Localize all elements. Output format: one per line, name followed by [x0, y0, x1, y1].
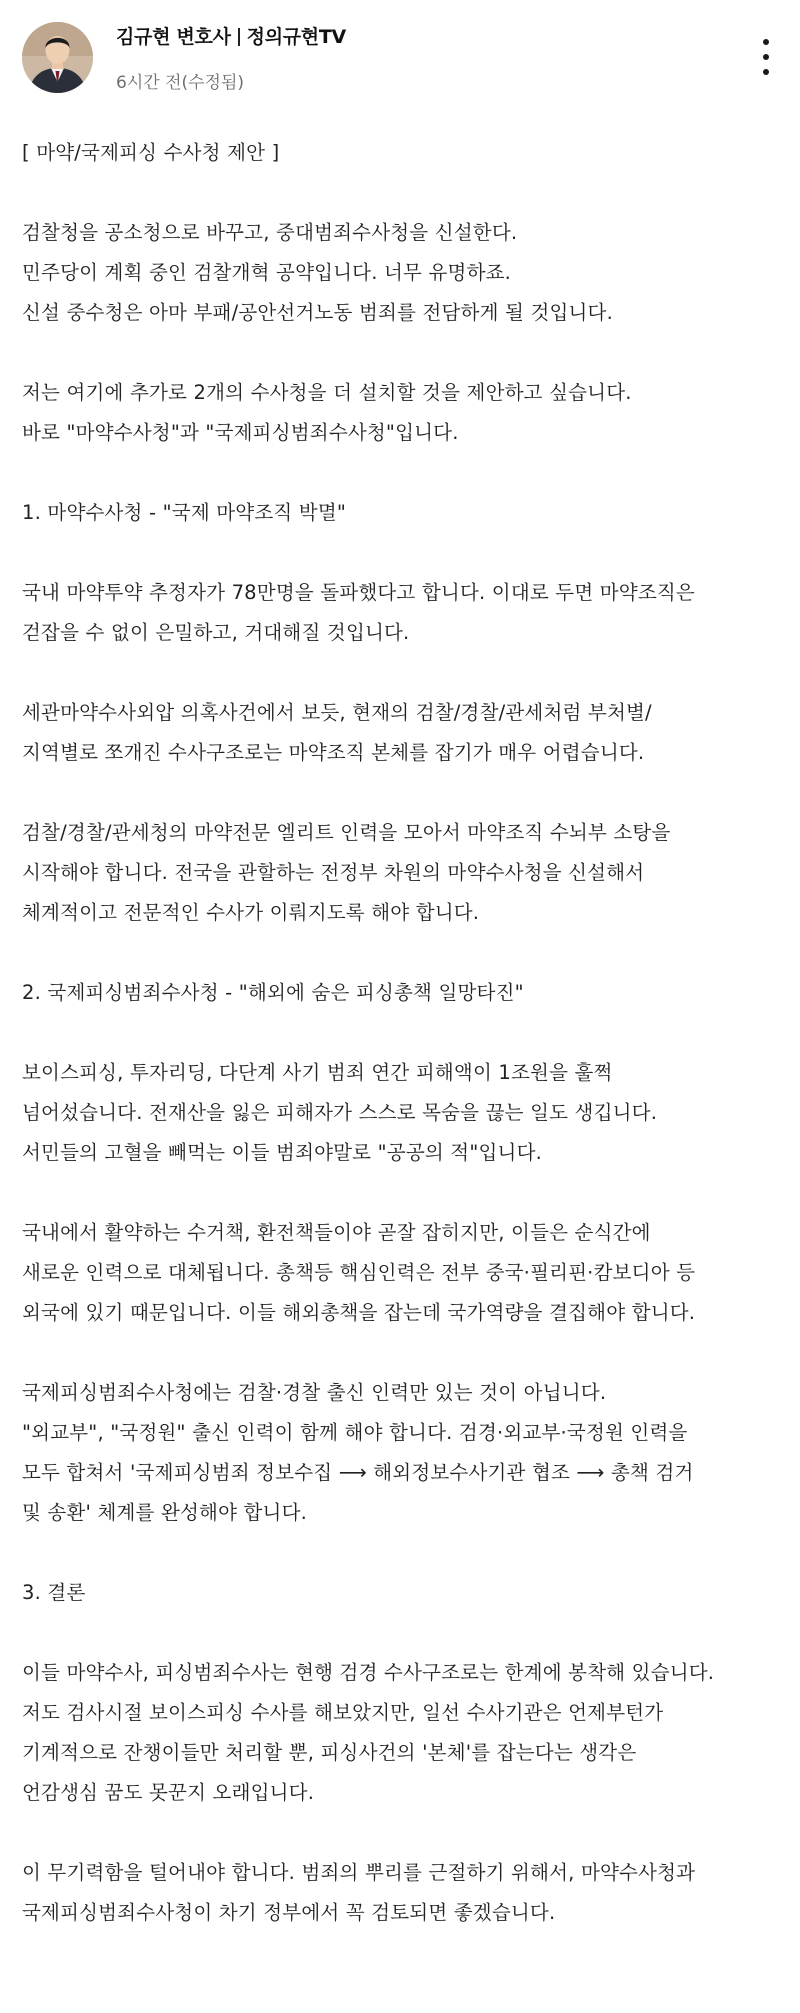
separator	[238, 28, 240, 46]
post-text-line: 세관마약수사외압 의혹사건에서 보듯, 현재의 검찰/경찰/관세처럼 부처별/	[22, 701, 652, 724]
paragraph-gap	[22, 1333, 782, 1373]
paragraph-gap	[22, 653, 782, 693]
paragraph-gap	[22, 173, 782, 213]
post-text-line: 검찰/경찰/관세청의 마약전문 엘리트 인력을 모아서 마약조직 수뇌부 소탕을	[22, 821, 671, 844]
author-name: 김규현 변호사	[116, 26, 231, 48]
post-text-line: 민주당이 계획 중인 검찰개혁 공약입니다. 너무 유명하죠.	[22, 261, 512, 284]
more-options-dot	[763, 54, 769, 60]
post-text-line: 서민들의 고혈을 빼먹는 이들 범죄야말로 "공공의 적"입니다.	[22, 1141, 543, 1164]
paragraph-gap	[22, 1173, 782, 1213]
channel-name: 정의규현TV	[246, 26, 346, 48]
more-options-dot	[763, 39, 769, 45]
post-text-line: 국제피싱범죄수사청이 차기 정부에서 꼭 검토되면 좋겠습니다.	[22, 1901, 556, 1924]
paragraph-gap	[22, 933, 782, 973]
post-text-line: 새로운 인력으로 대체됩니다. 총책등 핵심인력은 전부 중국·필리핀·캄보디아 등	[22, 1261, 696, 1284]
post-text-line: 신설 중수청은 아마 부패/공안선거노동 범죄를 전담하게 될 것입니다.	[22, 301, 613, 324]
post-text-line: 넘어섰습니다. 전재산을 잃은 피해자가 스스로 목숨을 끊는 일도 생깁니다.	[22, 1101, 658, 1124]
post-text-line: 모두 합쳐서 '국제피싱범죄 정보수집 ⟶ 해외정보수사기관 협조 ⟶ 총책 검거	[22, 1461, 694, 1484]
post-text-line: 국내 마약투약 추정자가 78만명을 돌파했다고 합니다. 이대로 두면 마약조직은	[22, 581, 695, 604]
post-text-line: 보이스피싱, 투자리딩, 다단계 사기 범죄 연간 피해액이 1조원을 훌쩍	[22, 1061, 613, 1084]
post-text-line: 기계적으로 잔챙이들만 처리할 뿐, 피싱사건의 '본체'를 잡는다는 생각은	[22, 1741, 637, 1764]
paragraph-gap	[22, 1013, 782, 1053]
post-header	[0, 0, 800, 120]
post-timestamp: 6시간 전(수정됨)	[116, 73, 245, 93]
paragraph-gap	[22, 1533, 782, 1573]
post-text-line: 1. 마약수사청 - "국제 마약조직 박멸"	[22, 501, 347, 524]
paragraph-gap	[22, 453, 782, 493]
post-text-line: 외국에 있기 때문입니다. 이들 해외총책을 잡는데 국가역량을 결집해야 합니다.	[22, 1301, 696, 1324]
post-text-line: 및 송환' 체계를 완성해야 합니다.	[22, 1501, 308, 1524]
post-text-line: 저는 여기에 추가로 2개의 수사청을 더 설치할 것을 제안하고 싶습니다.	[22, 381, 632, 404]
post-text-line: 이 무기력함을 털어내야 합니다. 범죄의 뿌리를 근절하기 위해서, 마약수사청과	[22, 1861, 696, 1884]
post-text-line: 저도 검사시절 보이스피싱 수사를 해보았지만, 일선 수사기관은 언제부턴가	[22, 1701, 664, 1724]
paragraph-gap	[22, 773, 782, 813]
paragraph-gap	[22, 533, 782, 573]
more-options-dot	[763, 69, 769, 75]
author-line[interactable]	[116, 22, 346, 49]
paragraph-gap	[22, 1813, 782, 1853]
post-text-line: 이들 마약수사, 피싱범죄수사는 현행 검경 수사구조로는 한계에 봉착해 있습니다.	[22, 1661, 715, 1684]
post-text-line: 지역별로 쪼개진 수사구조로는 마약조직 본체를 잡기가 매우 어렵습니다.	[22, 741, 645, 764]
post-text-line: 3. 결론	[22, 1581, 86, 1604]
paragraph-gap	[22, 333, 782, 373]
more-options-icon[interactable]	[752, 38, 782, 78]
post-text-line: 국제피싱범죄수사청에는 검찰·경찰 출신 인력만 있는 것이 아닙니다.	[22, 1381, 607, 1404]
post-text-line: 시작해야 합니다. 전국을 관할하는 전정부 차원의 마약수사청을 신설해서	[22, 861, 645, 884]
post-text-line: 국내에서 활약하는 수거책, 환전책들이야 곧잘 잡히지만, 이들은 순식간에	[22, 1221, 651, 1244]
post-text-line: 검찰청을 공소청으로 바꾸고, 중대범죄수사청을 신설한다.	[22, 221, 518, 244]
paragraph-gap	[22, 1613, 782, 1653]
post-body	[22, 133, 782, 1933]
post-text-line: 걷잡을 수 없이 은밀하고, 거대해질 것입니다.	[22, 621, 410, 644]
post-text-line: "외교부", "국정원" 출신 인력이 함께 해야 합니다. 검경·외교부·국정원 인력을	[22, 1421, 688, 1444]
post-text-line: 2. 국제피싱범죄수사청 - "해외에 숨은 피싱총책 일망타진"	[22, 981, 524, 1004]
avatar[interactable]	[22, 22, 93, 93]
post-text-line: 바로 "마약수사청"과 "국제피싱범죄수사청"입니다.	[22, 421, 459, 444]
avatar-photo	[22, 22, 93, 93]
post-text-line: 체계적이고 전문적인 수사가 이뤄지도록 해야 합니다.	[22, 901, 480, 924]
post-text-line: [ 마약/국제피싱 수사청 제안 ]	[22, 141, 280, 164]
post-text-line: 언감생심 꿈도 못꾼지 오래입니다.	[22, 1781, 315, 1804]
